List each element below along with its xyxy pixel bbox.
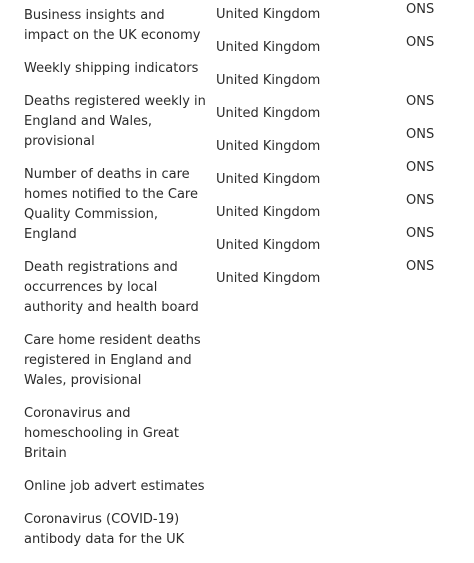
dataset-title-link[interactable]: Weekly shipping indicators xyxy=(24,61,199,76)
source-cell: ONS xyxy=(406,35,435,50)
dataset-title-link[interactable]: Business insights and impact on the UK economy xyxy=(24,8,201,43)
dataset-title-link[interactable]: Coronavirus (COVID-19) antibody data for the UK xyxy=(24,512,185,547)
source-cell: ONS xyxy=(406,160,435,175)
source-cell: ONS xyxy=(406,2,435,17)
geography-cell: United Kingdom xyxy=(216,73,321,88)
geography-cell: United Kingdom xyxy=(216,7,321,22)
dataset-title-link[interactable]: Number of deaths in care homes notified to the Care Quality Commission, England xyxy=(24,167,198,242)
source-cell: ONS xyxy=(406,193,435,208)
geography-cell: United Kingdom xyxy=(216,172,321,187)
geography-cell: United Kingdom xyxy=(216,271,321,286)
geography-cell: United Kingdom xyxy=(216,238,321,253)
dataset-title-link[interactable]: Deaths registered weekly in England and Wales, provisional xyxy=(24,94,206,149)
source-cell: ONS xyxy=(406,127,435,142)
dataset-title-link[interactable]: Care home resident deaths registered in England and Wales, provisional xyxy=(24,333,201,388)
geography-cell: United Kingdom xyxy=(216,40,321,55)
source-cell: ONS xyxy=(406,94,435,109)
dataset-title-link[interactable]: Death registrations and occurrences by local authority and health board xyxy=(24,260,199,315)
dataset-title-link[interactable]: Online job advert estimates xyxy=(24,479,205,494)
geography-cell: United Kingdom xyxy=(216,106,321,121)
geography-cell: United Kingdom xyxy=(216,205,321,220)
dataset-title-list xyxy=(24,6,210,563)
dataset-title-link[interactable]: Coronavirus and homeschooling in Great Britain xyxy=(24,406,179,461)
geography-cell: United Kingdom xyxy=(216,139,321,154)
source-cell: ONS xyxy=(406,226,435,241)
source-cell: ONS xyxy=(406,259,435,274)
